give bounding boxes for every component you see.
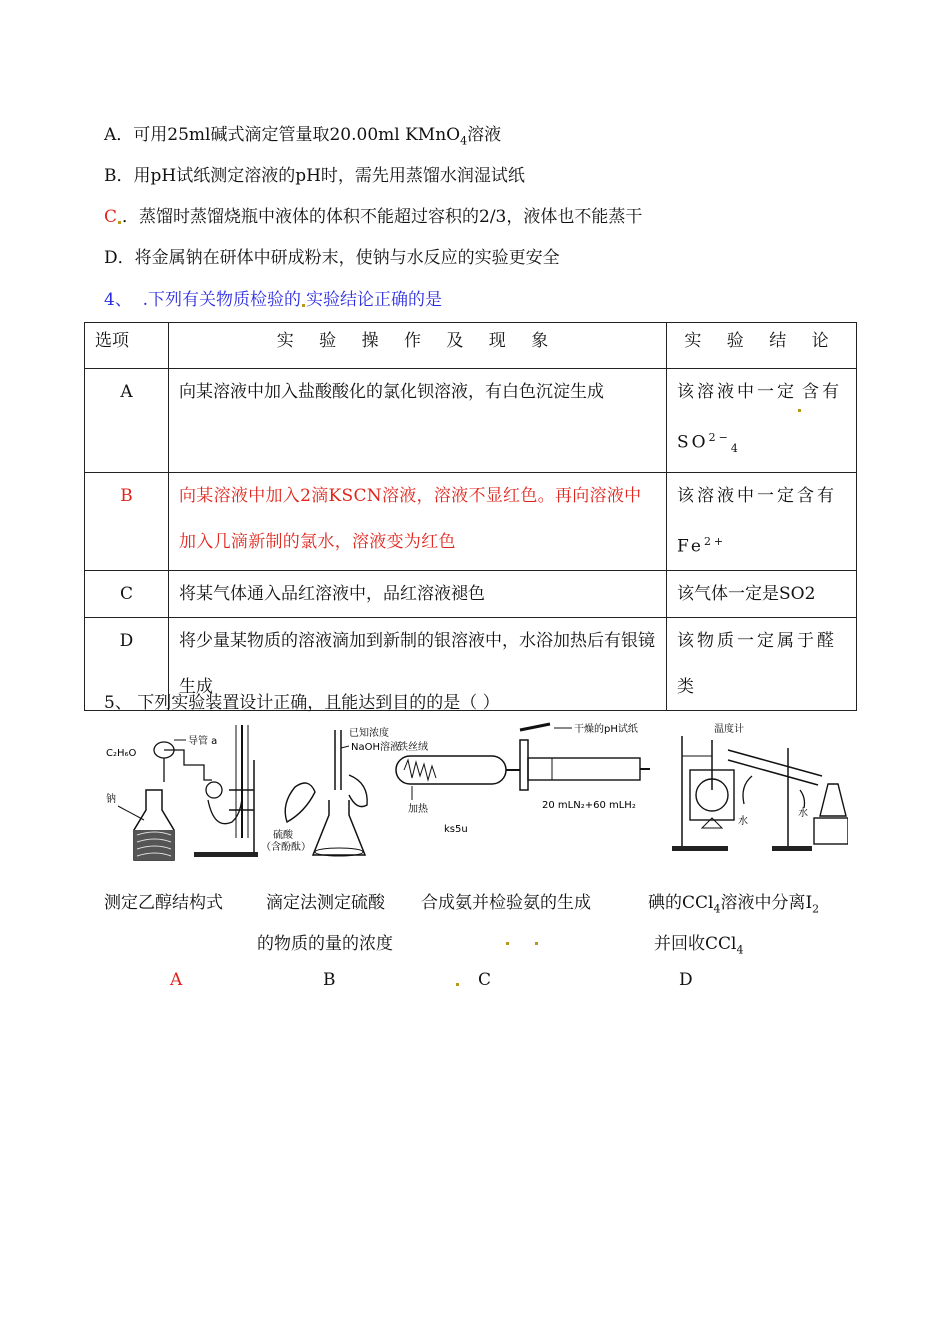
q5-title: 5、 下列实验装置设计正确，且能达到目的的是（ ）	[104, 693, 500, 713]
row-conclusion: 该溶液中一定含有 $Fe^{2+}$	[667, 473, 857, 571]
caption-c: 合成氨并检验氨的生成	[421, 893, 591, 913]
q4-table	[84, 322, 857, 711]
apparatus-b-figure	[255, 720, 415, 865]
water-out-label: 水	[798, 808, 808, 819]
table-header-row	[85, 323, 857, 369]
ks5u-label: ks5u	[444, 824, 468, 835]
row-operation: 将某气体通入品红溶液中，品红溶液褪色	[169, 570, 667, 617]
letter-d: D	[679, 970, 693, 990]
apparatus-c-figure	[392, 720, 654, 865]
caption-d-line1: 碘的CCl$_4$溶液中分离$I_2$	[648, 893, 820, 916]
apparatus-a-figure	[104, 720, 274, 865]
water-in-label: 水	[738, 816, 748, 827]
naoh-label: NaOH溶液	[351, 742, 400, 753]
row-conclusion: 该溶液中一定 含有 $SO^{2-}_4$	[667, 369, 857, 473]
table-row	[85, 570, 857, 617]
caption-a: 测定乙醇结构式	[104, 893, 223, 913]
mark-dot	[456, 983, 459, 986]
c2h6o-label: C₂H₆O	[106, 748, 137, 759]
letter-c: C	[478, 970, 492, 990]
mark-dot	[798, 409, 801, 412]
row-option: A	[85, 369, 169, 473]
table-row	[85, 369, 857, 473]
row-conclusion: 该物质一定属于醛类	[667, 617, 857, 710]
row-option: C	[85, 570, 169, 617]
row-conclusion: 该气体一定是SO2	[667, 570, 857, 617]
row-option: B	[85, 473, 169, 571]
tube-a-label: 导管 a	[188, 736, 218, 747]
header-conclusion: 实 验 结 论	[667, 323, 857, 369]
header-operation: 实 验 操 作 及 现 象	[169, 323, 667, 369]
letter-b: B	[323, 970, 336, 990]
heat-label: 加热	[408, 804, 428, 815]
mark-dot	[535, 942, 538, 945]
ph-paper-label: 干燥的pH试纸	[574, 724, 638, 735]
sodium-label: 钠	[106, 794, 116, 805]
row-operation: 向某溶液中加入盐酸酸化的氯化钡溶液，有白色沉淀生成	[169, 369, 667, 473]
row-option: D	[85, 617, 169, 710]
row-operation: 向某溶液中加入2滴KSCN溶液，溶液不显红色。再向溶液中加入几滴新制的氯水，溶液变为红色	[169, 473, 667, 571]
header-option: 选项	[85, 323, 169, 369]
gas-mix-label: 20 mLN₂+60 mLH₂	[542, 800, 636, 811]
known-conc-label: 已知浓度	[349, 728, 389, 739]
q4-title: 4、 .下列有关物质检验的 实验结论正确的是	[104, 290, 443, 310]
mark-dot	[506, 942, 509, 945]
q3-option-a: A．可用25ml碱式滴定管量取20.00ml KMnO$_4$溶液	[104, 125, 502, 148]
iron-label: 铁丝绒	[398, 742, 428, 753]
table-row	[85, 473, 857, 571]
caption-b-line2: 的物质的量的浓度	[257, 934, 393, 954]
mark-dot	[118, 221, 121, 224]
q3-option-b: B．用pH试纸测定溶液的pH时，需先用蒸馏水润湿试纸	[104, 166, 525, 186]
row-operation: 将少量某物质的溶液滴加到新制的银溶液中，水浴加热后有银镜生成	[169, 617, 667, 710]
q3-option-d: D．将金属钠在研体中研成粉末，使钠与水反应的实验更安全	[104, 248, 560, 268]
apparatus-d-figure	[668, 720, 848, 865]
mark-dot	[302, 304, 305, 307]
caption-b-line1: 滴定法测定硫酸	[266, 893, 385, 913]
q3-option-c-letter: C	[104, 207, 118, 227]
acid-label: 硫酸	[273, 830, 293, 841]
caption-d-line2: 并回收CCl$_4$	[654, 934, 744, 957]
phenol-label: （含酚酞）	[261, 842, 311, 853]
thermo-label: 温度计	[714, 724, 744, 735]
letter-a: A	[170, 970, 183, 990]
q3-option-c: C ．蒸馏时蒸馏烧瓶中液体的体积不能超过容积的2/3，液体也不能蒸干	[104, 207, 643, 227]
